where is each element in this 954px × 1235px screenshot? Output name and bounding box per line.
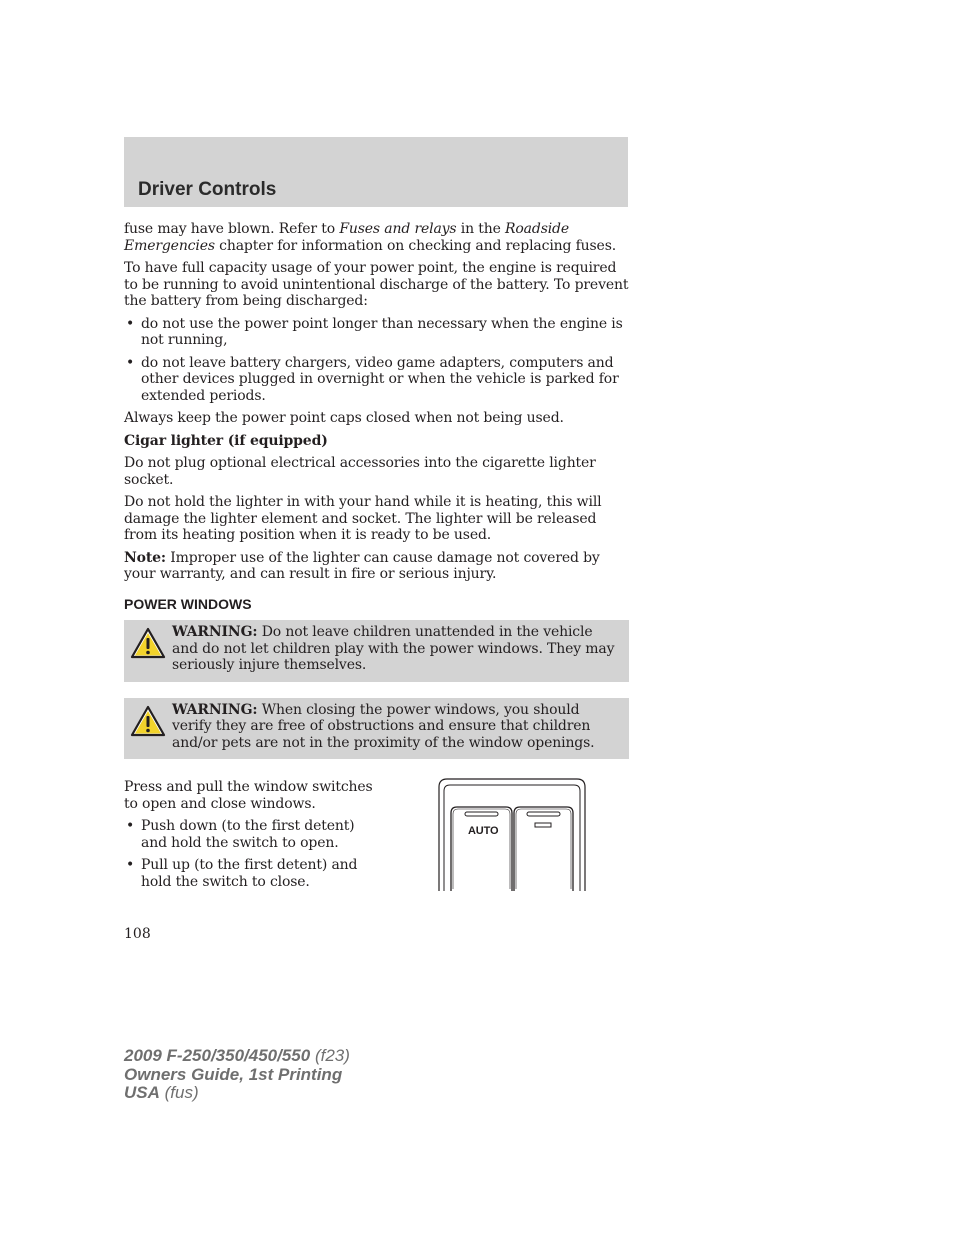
fuse-text-3: chapter for information on checking and replacing fuses. [214, 237, 617, 254]
caps-paragraph: Always keep the power point caps closed when not being used. [124, 410, 564, 426]
window-instructions [124, 779, 379, 896]
footer-region-code: (fus) [159, 1083, 199, 1102]
cigar-paragraph-1: Do not plug optional electrical accessories into the cigarette lighter socket. [124, 455, 596, 488]
list-item [124, 818, 379, 851]
roadside-emergencies-ref: Roadside Emergencies [124, 221, 570, 254]
warning-body: When closing the power windows, you should verify they are free of obstructions and ensure that children and/or pets are not in the proximity of the window openings. [172, 701, 595, 751]
warning-label: WARNING: [172, 624, 258, 640]
window-intro: Press and pull the window switches to open and close windows. [124, 779, 373, 812]
window-bullets [124, 818, 379, 890]
list-item [124, 355, 629, 405]
footer-region: USA [124, 1083, 160, 1102]
capacity-paragraph: To have full capacity usage of your power point, the engine is required to be running to avoid unintentional discharge of the battery. To prevent the battery from being discharged: [124, 260, 629, 309]
bullet-text: do not use the power point longer than necessary when the engine is not running, [141, 315, 623, 348]
note-paragraph [124, 550, 629, 583]
bullet-text: Push down (to the first detent) and hold the switch to open. [141, 818, 355, 851]
window-switch-section [124, 779, 629, 899]
auto-switch-label: AUTO [468, 825, 499, 837]
footer-model: 2009 F-250/350/450/550 [124, 1046, 311, 1065]
fuse-text-1: fuse may have blown. Refer to [124, 221, 340, 237]
footer-guide: Owners Guide, 1st Printing [124, 1064, 343, 1084]
page-number: 108 [124, 926, 151, 942]
warning-text-1 [130, 624, 621, 674]
warning-label: WARNING: [172, 701, 258, 718]
window-switch-illustration [437, 777, 587, 891]
list-item [124, 316, 629, 349]
fuse-paragraph [124, 221, 629, 254]
power-point-bullets [124, 316, 629, 405]
footer-line-3 [124, 1084, 350, 1103]
document-footer [124, 1047, 350, 1103]
note-label: Note: [124, 549, 166, 566]
list-item [124, 857, 379, 890]
footer-line-1 [124, 1047, 350, 1066]
warning-body: Do not leave children unattended in the vehicle and do not let children play with the power windows. They may seriously injure themselves. [172, 624, 615, 673]
warning-text-2 [130, 702, 621, 752]
cigar-heading: Cigar lighter (if equipped) [124, 432, 328, 449]
warning-triangle-icon [130, 704, 166, 738]
bullet-text: Pull up (to the first detent) and hold the switch to close. [141, 857, 358, 890]
warning-box-1 [124, 620, 629, 682]
footer-code: (f23) [310, 1046, 350, 1065]
fuse-text-2: in the [456, 221, 506, 237]
cigar-paragraph-2: Do not hold the lighter in with your hand while it is heating, this will damage the lighter element and socket. The lighter will be released from its heating position when it is ready to be used. [124, 494, 602, 543]
warning-triangle-icon [130, 626, 166, 660]
fuses-relays-ref: Fuses and relays [339, 221, 457, 237]
footer-line-2 [124, 1066, 350, 1085]
bullet-icon: • [126, 818, 135, 834]
bullet-icon: • [126, 354, 135, 371]
bullet-icon: • [126, 857, 135, 873]
bullet-text: do not leave battery chargers, video game adapters, computers and other devices plugged in overnight or when the vehicle is parked for extended periods. [141, 354, 619, 404]
section-header [124, 137, 628, 207]
power-windows-heading: POWER WINDOWS [124, 595, 252, 612]
note-text: Improper use of the lighter can cause damage not covered by your warranty, and can result in fire or serious injury. [124, 549, 600, 582]
bullet-icon: • [126, 315, 135, 332]
page-title: Driver Controls [138, 179, 277, 200]
main-content [124, 221, 629, 899]
warning-box-2 [124, 698, 629, 760]
